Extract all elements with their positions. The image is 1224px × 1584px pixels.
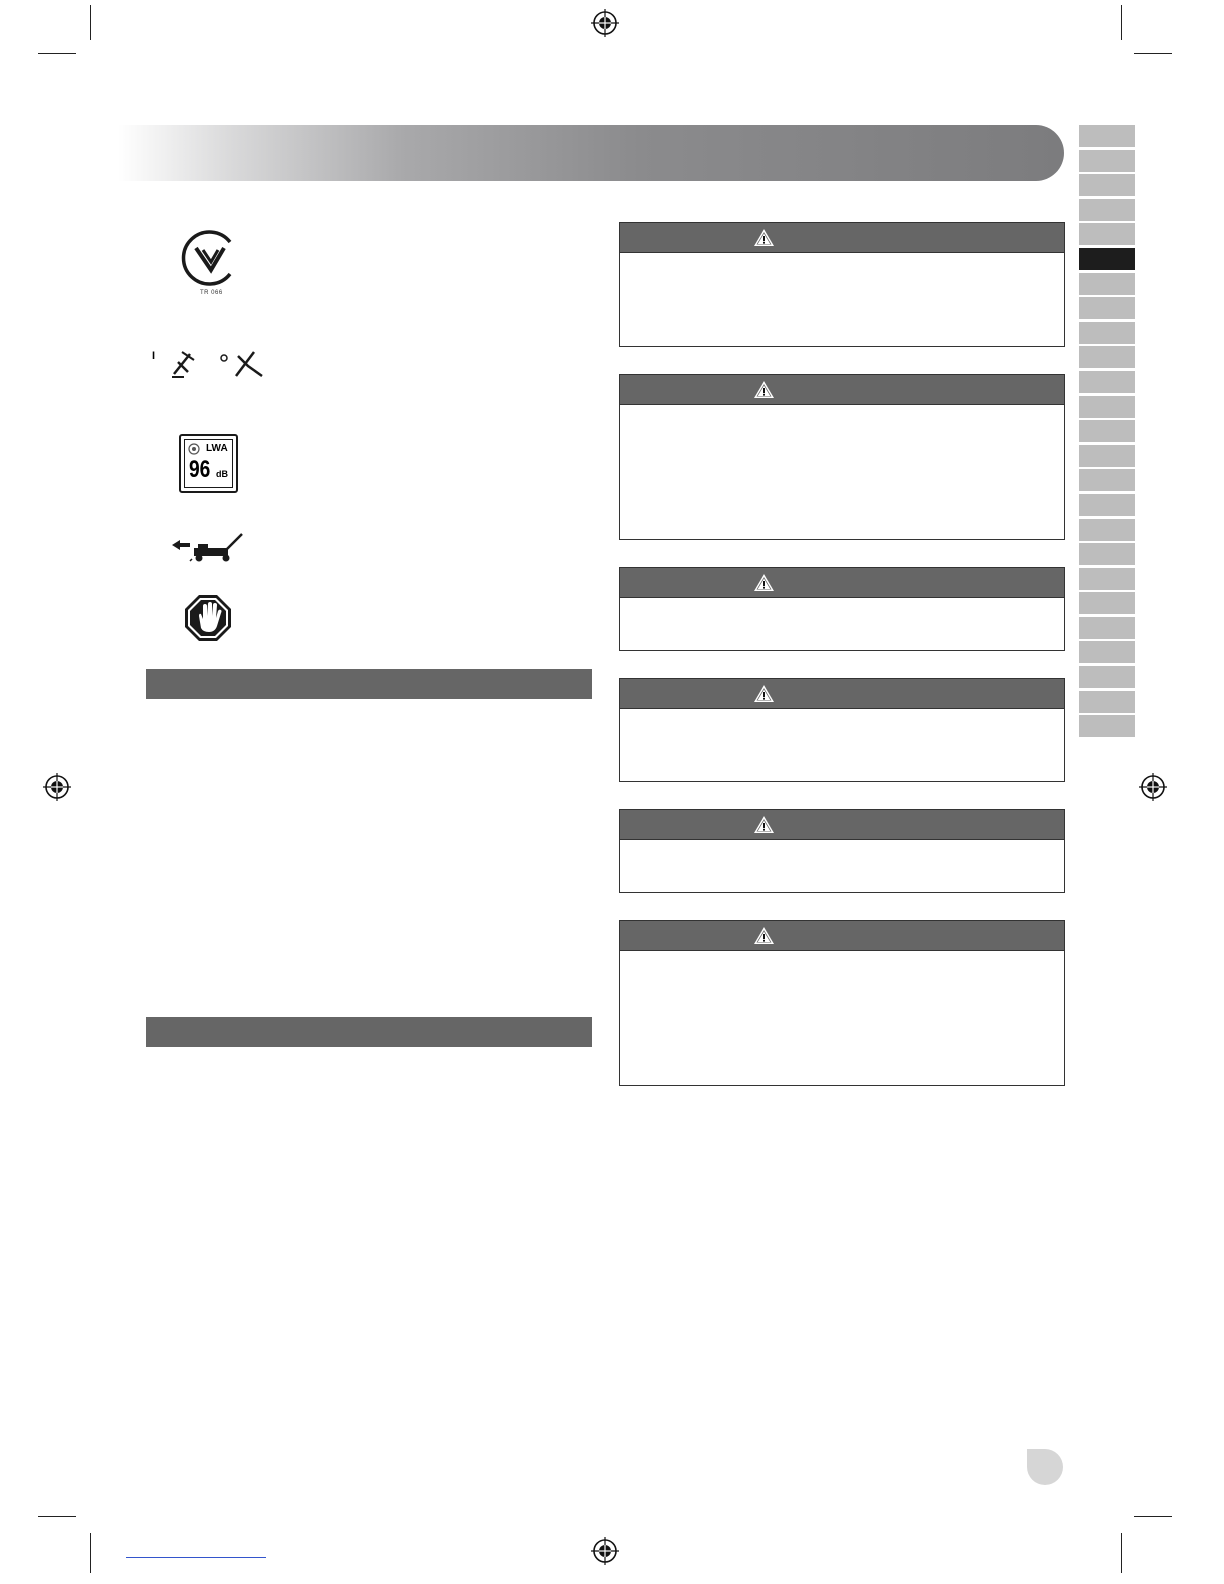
page-number-marker: [1027, 1449, 1063, 1485]
language-tab[interactable]: [1079, 715, 1135, 737]
language-tab[interactable]: [1079, 519, 1135, 541]
sound-power-label-text: LWA: [206, 443, 228, 454]
switch-symbol: [150, 342, 270, 380]
language-tab[interactable]: [1079, 371, 1135, 393]
crop-mark: [90, 5, 91, 40]
footer-link-underline: [126, 1557, 266, 1558]
language-tab[interactable]: [1079, 592, 1135, 614]
sound-power-unit: dB: [216, 469, 228, 479]
stop-hand-icon: [184, 594, 232, 642]
warning-box: [619, 374, 1065, 540]
sound-power-label: [179, 434, 238, 493]
warning-box: [619, 678, 1065, 782]
registration-mark-icon: [1138, 772, 1168, 802]
stop-symbol: [184, 594, 232, 642]
language-tab[interactable]: [1079, 174, 1135, 196]
language-tab[interactable]: [1079, 469, 1135, 491]
warning-triangle-icon: [753, 228, 775, 247]
warning-box: [619, 222, 1065, 347]
sound-power-level-icon: [187, 442, 201, 456]
crop-mark: [1134, 53, 1172, 54]
crop-mark: [38, 53, 76, 54]
on-label: I: [152, 350, 156, 362]
language-tab[interactable]: [1079, 666, 1135, 688]
language-tab[interactable]: [1079, 494, 1135, 516]
language-tab[interactable]: [1079, 199, 1135, 221]
language-tab[interactable]: [1079, 420, 1135, 442]
mower-direction-icon: [170, 532, 246, 562]
language-tab[interactable]: [1079, 396, 1135, 418]
language-tab[interactable]: [1079, 691, 1135, 713]
mower-direction-symbol: [170, 532, 246, 562]
warning-header: [620, 568, 1064, 598]
registration-mark-icon: [590, 8, 620, 38]
language-tab[interactable]: [1079, 273, 1135, 295]
language-tab[interactable]: [1079, 125, 1135, 147]
language-tab[interactable]: [1079, 322, 1135, 344]
language-tab[interactable]: [1079, 297, 1135, 319]
warning-triangle-icon: [753, 684, 775, 703]
crop-mark: [1121, 5, 1122, 40]
warning-box: [619, 567, 1065, 651]
language-tab[interactable]: [1079, 617, 1135, 639]
crop-mark: [38, 1516, 76, 1517]
registration-mark-icon: [590, 1536, 620, 1566]
warning-triangle-icon: [753, 926, 775, 945]
warning-box: [619, 809, 1065, 893]
sound-power-value: 96: [189, 456, 211, 483]
warning-triangle-icon: [753, 573, 775, 592]
section-heading-bar: [146, 1017, 592, 1047]
language-tab-active[interactable]: [1079, 248, 1135, 270]
certification-code: TR 066: [200, 290, 223, 296]
on-off-switch-icon: [164, 344, 274, 380]
warning-header: [620, 679, 1064, 709]
warning-header: [620, 223, 1064, 253]
language-tab[interactable]: [1079, 641, 1135, 663]
section-heading-bar: [146, 669, 592, 699]
language-tab[interactable]: [1079, 568, 1135, 590]
warning-triangle-icon: [753, 815, 775, 834]
warning-header: [620, 921, 1064, 951]
language-tab[interactable]: [1079, 543, 1135, 565]
language-tab[interactable]: [1079, 150, 1135, 172]
language-tab[interactable]: [1079, 346, 1135, 368]
warning-box: [619, 920, 1065, 1086]
warning-header: [620, 810, 1064, 840]
language-tabs: [1079, 125, 1135, 740]
ukrsepro-certification-icon: [178, 228, 240, 290]
warning-header: [620, 375, 1064, 405]
crop-mark: [1121, 1533, 1122, 1573]
language-tab[interactable]: [1079, 445, 1135, 467]
language-tab[interactable]: [1079, 223, 1135, 245]
crop-mark: [90, 1533, 91, 1573]
crop-mark: [1134, 1516, 1172, 1517]
registration-mark-icon: [42, 772, 72, 802]
page-header-banner: [118, 125, 1064, 181]
certification-mark: [178, 228, 240, 300]
warning-triangle-icon: [753, 380, 775, 399]
